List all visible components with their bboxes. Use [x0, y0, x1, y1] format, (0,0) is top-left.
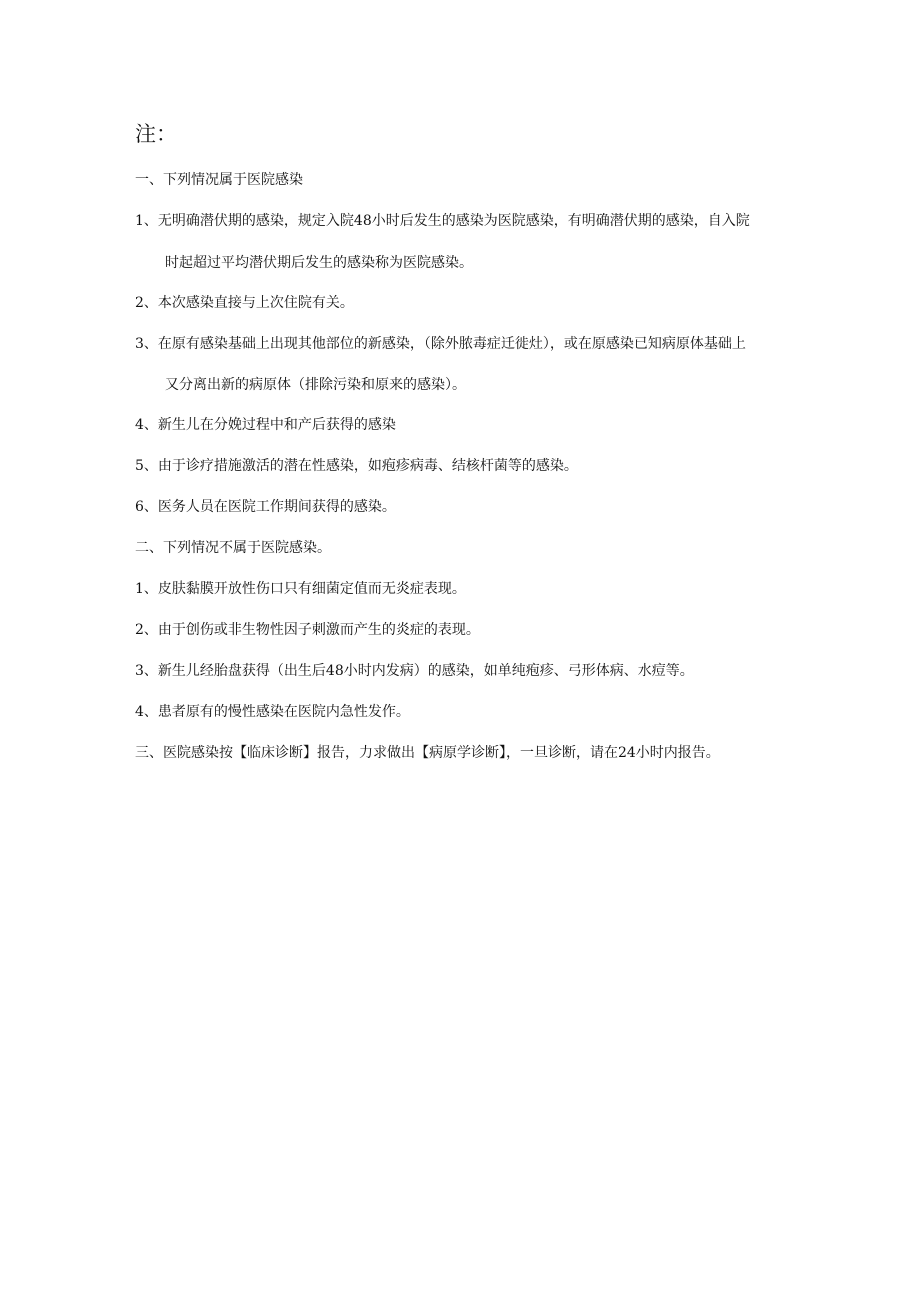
- section-1-item-4: 4、新生儿在分娩过程中和产后获得的感染: [135, 417, 396, 433]
- section-1-heading: 一、下列情况属于医院感染: [135, 172, 303, 188]
- section-1-item-2: 2、本次感染直接与上次住院有关。: [135, 295, 354, 311]
- section-2-item-2: 2、由于创伤或非生物性因子刺激而产生的炎症的表现。: [135, 622, 480, 638]
- section-1-item-5: 5、由于诊疗措施激活的潜在性感染，如疱疹病毒、结核杆菌等的感染。: [135, 458, 578, 474]
- section-1-item-1-continued: 时起超过平均潜伏期后发生的感染称为医院感染。: [165, 255, 473, 271]
- section-1-item-3: 3、在原有感染基础上出现其他部位的新感染，（除外脓毒症迁徙灶），或在原感染已知病原体基础上: [135, 336, 746, 352]
- section-2-heading: 二、下列情况不属于医院感染。: [135, 540, 331, 556]
- note-title: 注：: [135, 122, 177, 146]
- section-1-item-1: 1、无明确潜伏期的感染，规定入院48小时后发生的感染为医院感染，有明确潜伏期的感染，自入院: [135, 213, 750, 229]
- section-3-text: 三、医院感染按【临床诊断】报告，力求做出【病原学诊断】，一旦诊断，请在24小时内报告。: [135, 745, 720, 761]
- section-2-item-1: 1、皮肤黏膜开放性伤口只有细菌定值而无炎症表现。: [135, 581, 466, 597]
- section-2-item-4: 4、患者原有的慢性感染在医院内急性发作。: [135, 704, 410, 720]
- section-1-item-6: 6、医务人员在医院工作期间获得的感染。: [135, 499, 396, 515]
- section-1-item-3-continued: 又分离出新的病原体（排除污染和原来的感染）。: [165, 377, 466, 393]
- section-2-item-3: 3、新生儿经胎盘获得（出生后48小时内发病）的感染，如单纯疱疹、弓形体病、水痘等。: [135, 663, 694, 679]
